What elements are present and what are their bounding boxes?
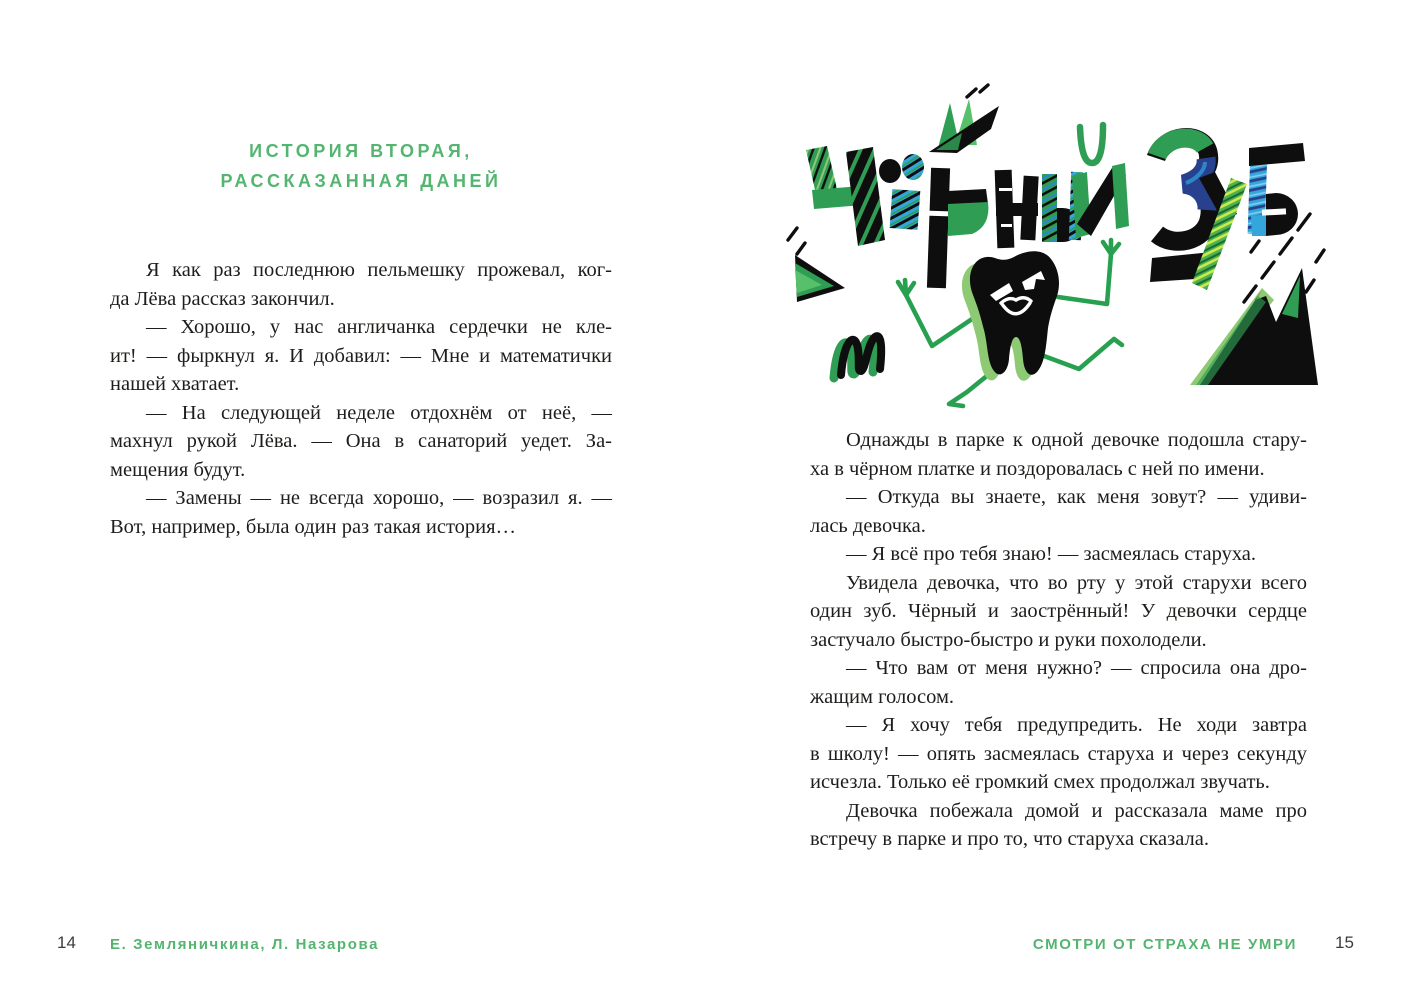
letter-ch xyxy=(806,146,885,246)
footer-authors: Е. Земляничкина, Л. Назарова xyxy=(110,936,380,953)
text-line: в школу! — опять засмеялась старуха и через секунду xyxy=(810,742,1307,765)
paragraph xyxy=(110,484,612,541)
text-line: — На следующей неделе отдохнём от неё, — xyxy=(146,401,612,424)
letter-yo xyxy=(879,154,924,230)
chapter-illustration xyxy=(780,75,1340,420)
text-line: застучало быстро-быстро и руки похолодели. xyxy=(810,628,1207,651)
title-word-chyorny xyxy=(806,125,1129,288)
paragraph xyxy=(810,540,1307,569)
paragraph xyxy=(810,797,1307,854)
text-line: один зуб. Чёрный и заострённый! У девочки сердце xyxy=(810,600,1307,622)
footer-running-title: СМОТРИ ОТ СТРАХА НЕ УМРИ xyxy=(1032,936,1297,953)
chapter-heading-line2: РАССКАЗАННАЯ ДАНЕЙ xyxy=(220,171,502,191)
text-line: Увидела девочка, что во рту у этой старухи всего xyxy=(846,571,1307,594)
text-line: — Откуда вы знаете, как меня зовут? — удиви- xyxy=(846,486,1307,508)
text-line: да Лёва рассказ закончил. xyxy=(110,287,335,310)
text-line: исчезла. Только её громкий смех продолжал звучать. xyxy=(810,771,1270,793)
text-line: Однажды в парке к одной девочке подошла стару- xyxy=(846,429,1307,451)
black-tooth-illustration xyxy=(780,75,1340,420)
text-line: Я как раз последнюю пельмешку прожевал, ког- xyxy=(146,259,612,281)
bottom-right-shard xyxy=(1190,268,1318,385)
text-line: — Я всё про тебя знаю! — засмеялась старуха. xyxy=(846,543,1257,565)
paragraph xyxy=(810,711,1307,797)
letter-n xyxy=(995,170,1039,249)
paragraph xyxy=(810,426,1307,483)
chapter-heading-line1: ИСТОРИЯ ВТОРАЯ, xyxy=(249,141,473,161)
text-line: — Замены — не всегда хорошо, — возразил я. — xyxy=(146,487,612,509)
text-line: ха в чёрном платке и поздоровалась с ней по имени. xyxy=(810,457,1265,480)
text-line: жащим голосом. xyxy=(810,685,955,708)
text-line: — Что вам от меня нужно? — спросила она дро- xyxy=(846,657,1307,679)
letter-i-kratkoye xyxy=(1072,125,1129,238)
right-text-block xyxy=(810,426,1307,854)
paragraph xyxy=(810,483,1307,540)
text-line: Девочка побежала домой и рассказала маме про xyxy=(846,799,1307,822)
paragraph xyxy=(810,654,1307,711)
paragraph xyxy=(110,256,612,313)
paragraph xyxy=(810,569,1307,655)
left-text-block xyxy=(110,256,612,541)
text-line: — Я хочу тебя предупредить. Не ходи завтра xyxy=(846,714,1307,736)
text-line: нашей хватает. xyxy=(110,373,240,395)
text-line: ит! — фыркнул я. И добавил: — Мне и математички xyxy=(110,344,612,367)
page-number-right: 15 xyxy=(1335,933,1354,952)
letter-b xyxy=(1248,143,1305,236)
top-shard xyxy=(929,99,999,153)
page-number-left: 14 xyxy=(57,933,76,952)
paragraph xyxy=(110,399,612,485)
text-line: — Хорошо, у нас англичанка сердечки не кле- xyxy=(146,316,612,338)
text-line: махнул рукой Лёва. — Она в санаторий уедет. За- xyxy=(110,430,612,452)
chapter-heading xyxy=(110,136,612,196)
text-line: Вот, например, была один раз такая история… xyxy=(110,515,517,538)
title-word-zub xyxy=(1150,138,1305,290)
paragraph xyxy=(110,313,612,399)
squiggle xyxy=(834,336,881,378)
text-line: мещения будут. xyxy=(110,458,246,481)
text-line: встречу в парке и про то, что старуха сказала. xyxy=(810,828,1209,850)
left-shard xyxy=(795,255,845,302)
text-line: лась девочка. xyxy=(810,514,926,537)
